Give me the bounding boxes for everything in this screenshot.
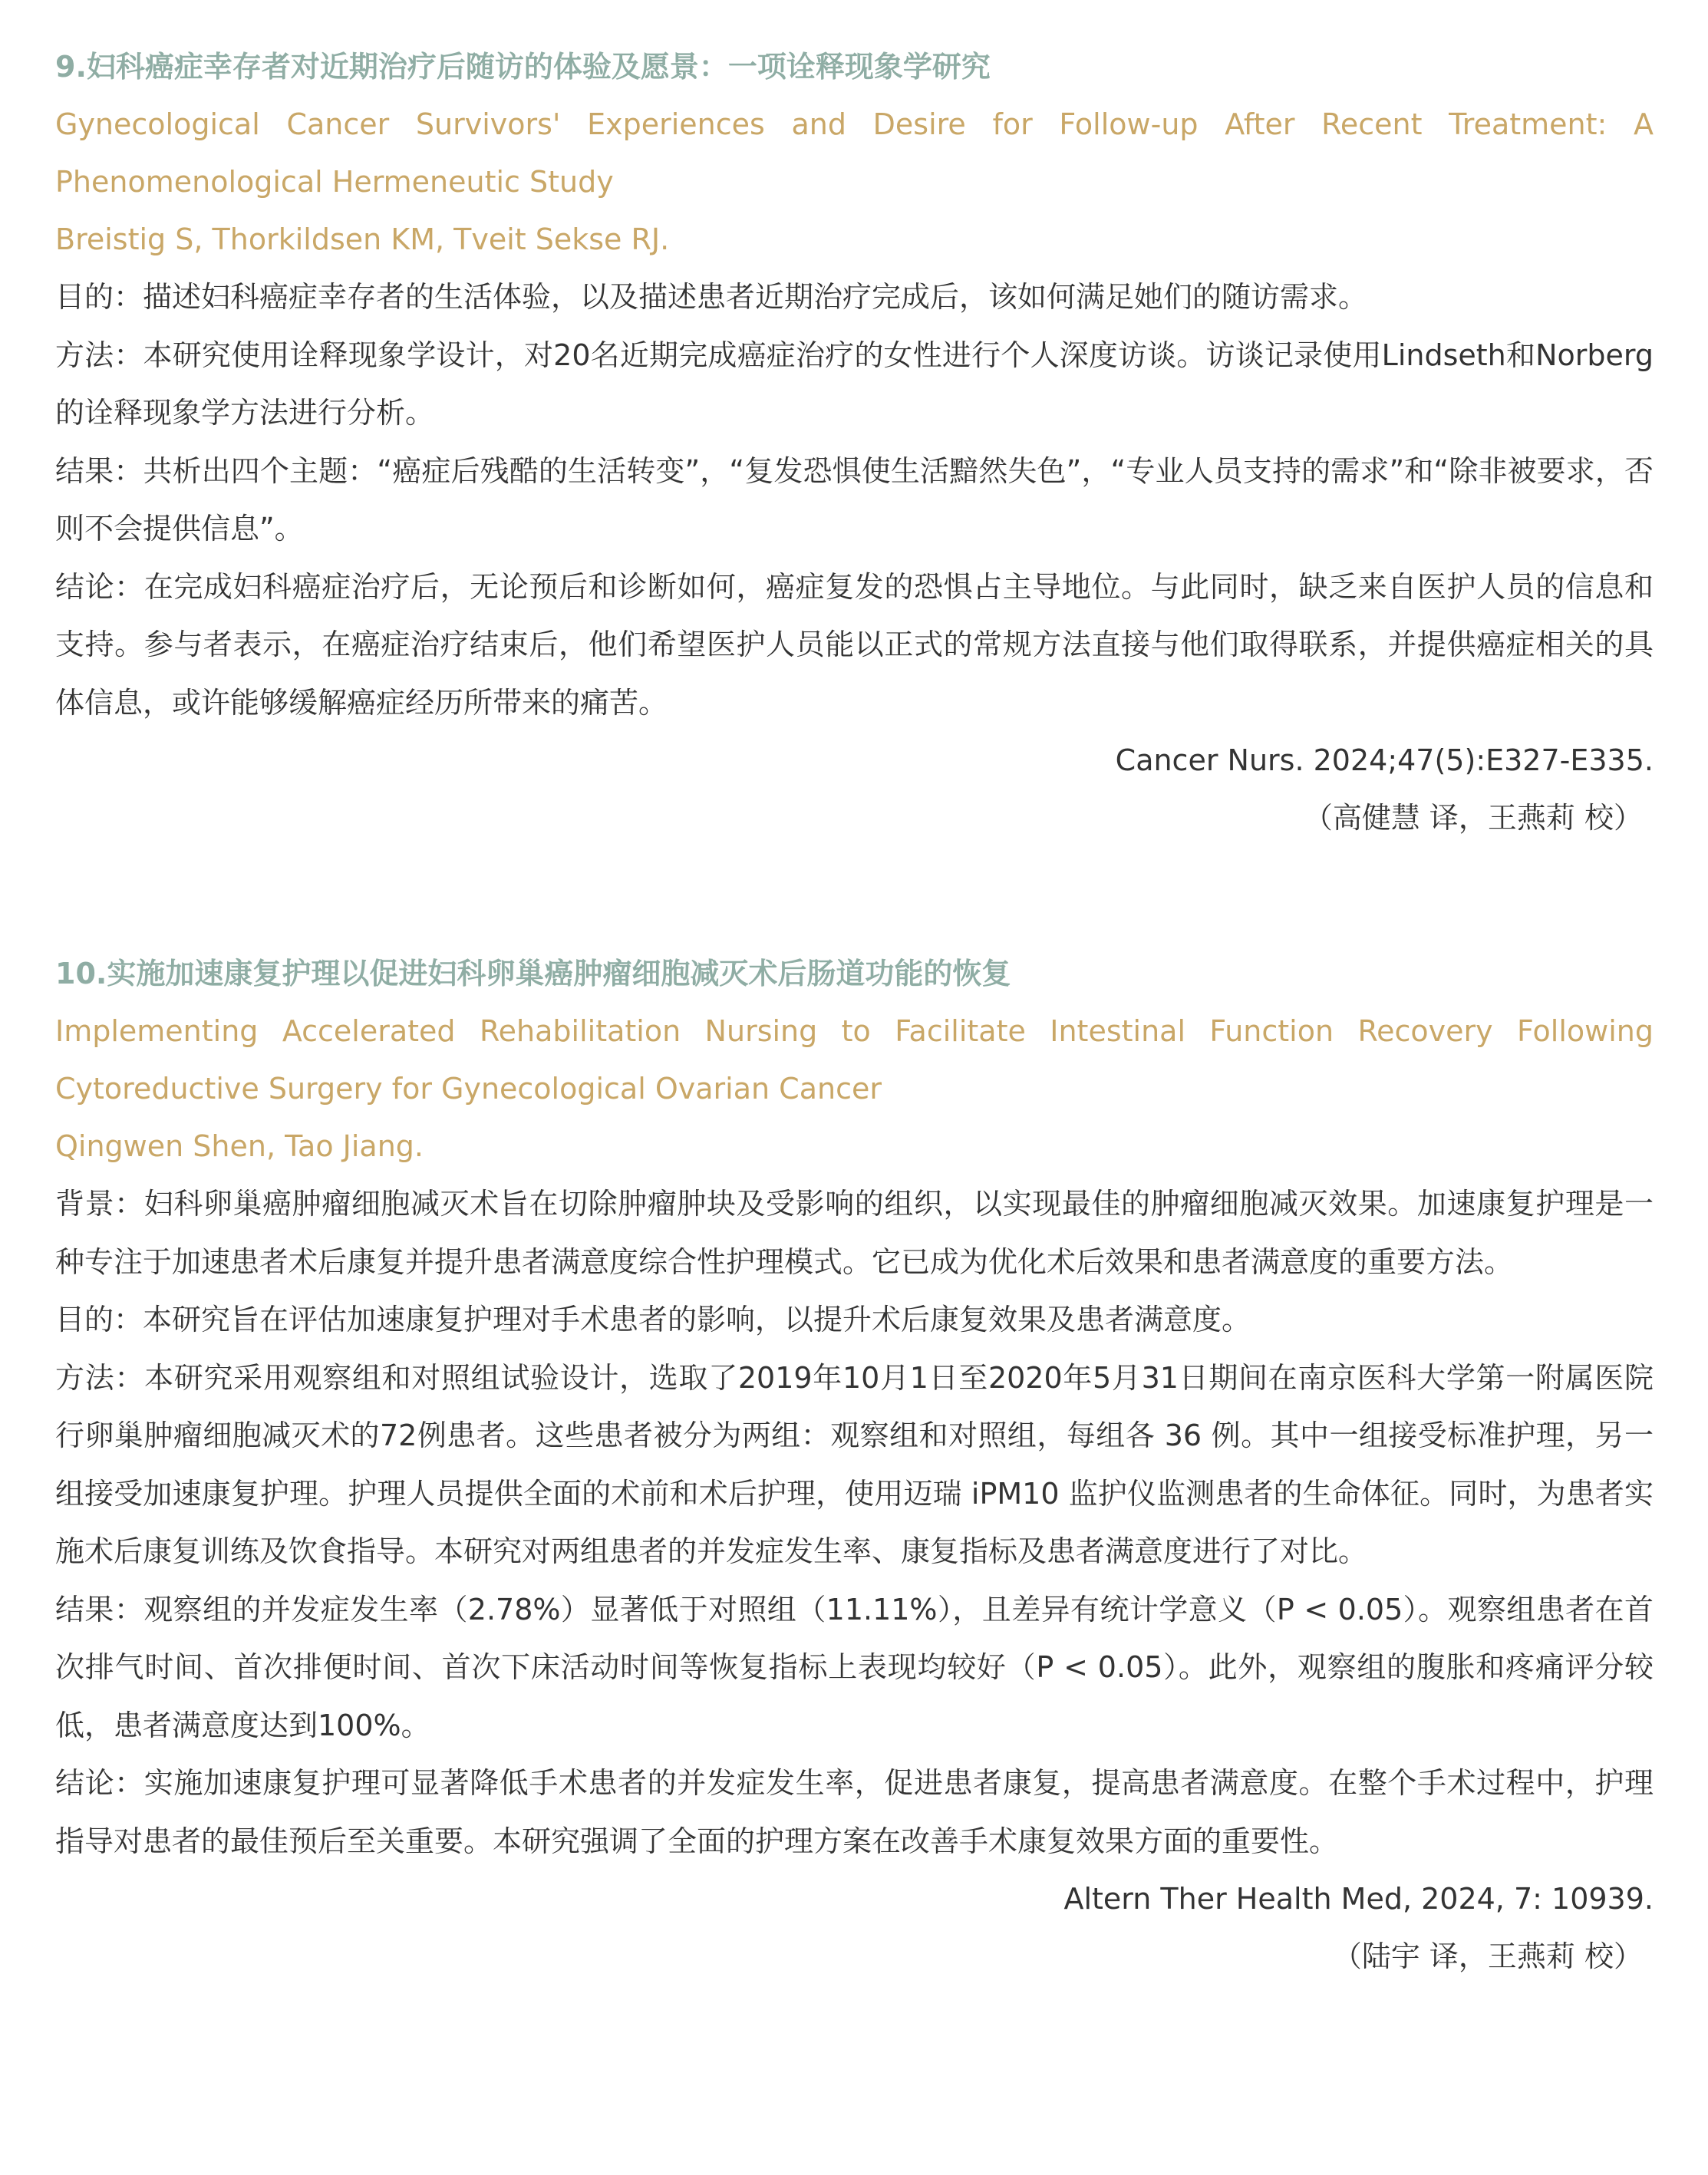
methods-paragraph: 方法：本研究使用诠释现象学设计，对20名近期完成癌症治疗的女性进行个人深度访谈。访谈记录使用Lindseth和Norberg的诠释现象学方法进行分析。 xyxy=(55,338,1654,430)
translator-credit: （陆宇 译，王燕莉 校） xyxy=(1332,1939,1643,1973)
article-citation: Altern Ther Health Med, 2024, 7: 10939. xyxy=(1063,1882,1654,1916)
conclusion-paragraph: 结论：实施加速康复护理可显著降低手术患者的并发症发生率，促进患者康复，提高患者满意度。在整个手术过程中，护理指导对患者的最佳预后至关重要。本研究强调了全面的护理方案在改善手术康复效果方面的重要性。 xyxy=(55,1766,1654,1858)
article-authors: Breistig S, Thorkildsen KM, Tveit Sekse RJ. xyxy=(55,222,670,256)
results-paragraph: 结果：观察组的并发症发生率（2.78%）显著低于对照组（11.11%），且差异有统计学意义（P < 0.05）。观察组患者在首次排气时间、首次排便时间、首次下床活动时间等恢复指标上表现均较好（P < 0.05）。此外，观察组的腹胀和疼痛评分较低，患者满意度达到100%。 xyxy=(55,1592,1654,1742)
translator-credit: （高健慧 译，王燕莉 校） xyxy=(1303,801,1643,835)
article-citation: Cancer Nurs. 2024;47(5):E327-E335. xyxy=(1115,743,1654,777)
objective-paragraph: 目的：描述妇科癌症幸存者的生活体验，以及描述患者近期治疗完成后，该如何满足她们的随访需求。 xyxy=(55,280,1368,314)
article-9 xyxy=(55,38,1654,847)
results-paragraph: 结果：共析出四个主题：“癌症后残酷的生活转变”，“复发恐惧使生活黯然失色”，“专业人员支持的需求”和“除非被要求，否则不会提供信息”。 xyxy=(55,453,1654,545)
methods-paragraph: 方法：本研究采用观察组和对照组试验设计，选取了2019年10月1日至2020年5月31日期间在南京医科大学第一附属医院行卵巢肿瘤细胞减灭术的72例患者。这些患者被分为两组：观察组和对照组，每组各 36 例。其中一组接受标准护理，另一组接受加速康复护理。护理人员提供全面的术前和术后护理，使用迈瑞 iPM10 监护仪监测患者的生命体征。同时，为患者实施术后康复训练及饮食指导。本研究对两组患者的并发症发生率、康复指标及患者满意度进行了对比。 xyxy=(55,1360,1654,1568)
article-authors: Qingwen Shen, Tao Jiang. xyxy=(55,1129,424,1163)
article-en-title: Implementing Accelerated Rehabilitation Nursing to Facilitate Intestinal Function Recovery Following Cytoreductive Surgery for Gynecological Ovarian Cancer xyxy=(55,1014,1654,1106)
objective-paragraph: 目的：本研究旨在评估加速康复护理对手术患者的影响，以提升术后康复效果及患者满意度。 xyxy=(55,1303,1251,1336)
conclusion-paragraph: 结论：在完成妇科癌症治疗后，无论预后和诊断如何，癌症复发的恐惧占主导地位。与此同时，缺乏来自医护人员的信息和支持。参与者表示，在癌症治疗结束后，他们希望医护人员能以正式的常规方法直接与他们取得联系，并提供癌症相关的具体信息，或许能够缓解癌症经历所带来的痛苦。 xyxy=(55,569,1654,720)
background-paragraph: 背景：妇科卵巢癌肿瘤细胞减灭术旨在切除肿瘤肿块及受影响的组织，以实现最佳的肿瘤细胞减灭效果。加速康复护理是一种专注于加速患者术后康复并提升患者满意度综合性护理模式。它已成为优化术后效果和患者满意度的重要方法。 xyxy=(55,1187,1654,1279)
article-cn-title: 9.妇科癌症幸存者对近期治疗后随访的体验及愿景：一项诠释现象学研究 xyxy=(55,50,991,84)
article-10 xyxy=(55,945,1654,1986)
article-cn-title: 10.实施加速康复护理以促进妇科卵巢癌肿瘤细胞减灭术后肠道功能的恢复 xyxy=(55,957,1011,990)
article-en-title: Gynecological Cancer Survivors' Experiences and Desire for Follow-up After Recent Treatment: A Phenomenological Hermeneutic Study xyxy=(55,107,1654,199)
